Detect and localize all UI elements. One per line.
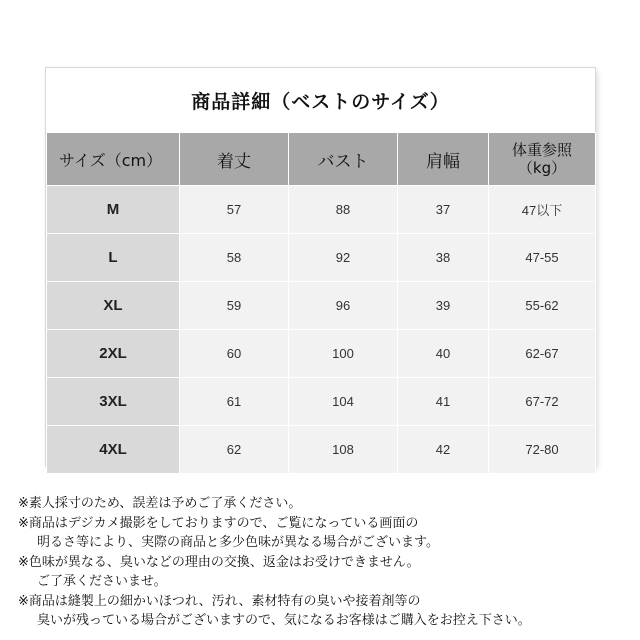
shoulder-cell: 40 bbox=[398, 330, 489, 378]
size-label: L bbox=[47, 234, 180, 282]
table-row bbox=[47, 234, 596, 282]
size-label: 3XL bbox=[47, 378, 180, 426]
note-line: ※商品はデジカメ撮影をしておりますので、ご覧になっている画面の bbox=[18, 515, 419, 531]
size-label: 4XL bbox=[47, 426, 180, 474]
header-row bbox=[47, 133, 596, 186]
size-label: XL bbox=[47, 282, 180, 330]
table-row bbox=[47, 426, 596, 474]
bust-cell: 88 bbox=[289, 186, 398, 234]
bust-cell: 92 bbox=[289, 234, 398, 282]
weight-cell: 72-80 bbox=[489, 426, 596, 474]
note-line: ※素人採寸のため、誤差は予めご了承ください。 bbox=[18, 496, 302, 511]
note-line: ※色味が異なる、臭いなどの理由の交換、返金はお受けできません。 bbox=[18, 554, 420, 570]
size-chart bbox=[46, 68, 595, 466]
weight-cell: 55-62 bbox=[489, 282, 596, 330]
table-row bbox=[47, 378, 596, 426]
table-row bbox=[47, 330, 596, 378]
table-row bbox=[47, 282, 596, 330]
shoulder-cell: 41 bbox=[398, 378, 489, 426]
weight-cell: 47-55 bbox=[489, 234, 596, 282]
size-label: M bbox=[47, 186, 180, 234]
length-cell: 58 bbox=[180, 234, 289, 282]
shoulder-cell: 38 bbox=[398, 234, 489, 282]
shoulder-cell: 42 bbox=[398, 426, 489, 474]
length-cell: 62 bbox=[180, 426, 289, 474]
length-cell: 60 bbox=[180, 330, 289, 378]
note-line: 明るさ等により、実際の商品と多少色味が異なる場合がございます。 bbox=[37, 535, 439, 550]
notes bbox=[18, 494, 628, 631]
bust-cell: 96 bbox=[289, 282, 398, 330]
shoulder-cell: 39 bbox=[398, 282, 489, 330]
header-bust: バスト bbox=[289, 133, 398, 186]
length-cell: 61 bbox=[180, 378, 289, 426]
size-chart-title: 商品詳細（ベストのサイズ） bbox=[191, 90, 450, 113]
shoulder-cell: 37 bbox=[398, 186, 489, 234]
bust-cell: 108 bbox=[289, 426, 398, 474]
weight-cell: 67-72 bbox=[489, 378, 596, 426]
size-label: 2XL bbox=[47, 330, 180, 378]
weight-cell: 62-67 bbox=[489, 330, 596, 378]
header-length: 着丈 bbox=[180, 133, 289, 186]
bust-cell: 100 bbox=[289, 330, 398, 378]
size-table bbox=[46, 132, 596, 474]
header-shoulder: 肩幅 bbox=[398, 133, 489, 186]
weight-cell: 47以下 bbox=[489, 186, 596, 234]
bust-cell: 104 bbox=[289, 378, 398, 426]
length-cell: 57 bbox=[180, 186, 289, 234]
table-row bbox=[47, 186, 596, 234]
header-weight: 体重参照 （kg） bbox=[489, 133, 596, 186]
note-line: ※商品は縫製上の細かいほつれ、汚れ、素材特有の臭いや接着剤等の bbox=[18, 593, 421, 609]
length-cell: 59 bbox=[180, 282, 289, 330]
note-line: 臭いが残っている場合がございますので、気になるお客様はご購入をお控え下さい。 bbox=[37, 613, 531, 628]
note-line: ご了承くださいませ。 bbox=[37, 574, 167, 589]
header-size: サイズ（cm） bbox=[47, 133, 180, 186]
